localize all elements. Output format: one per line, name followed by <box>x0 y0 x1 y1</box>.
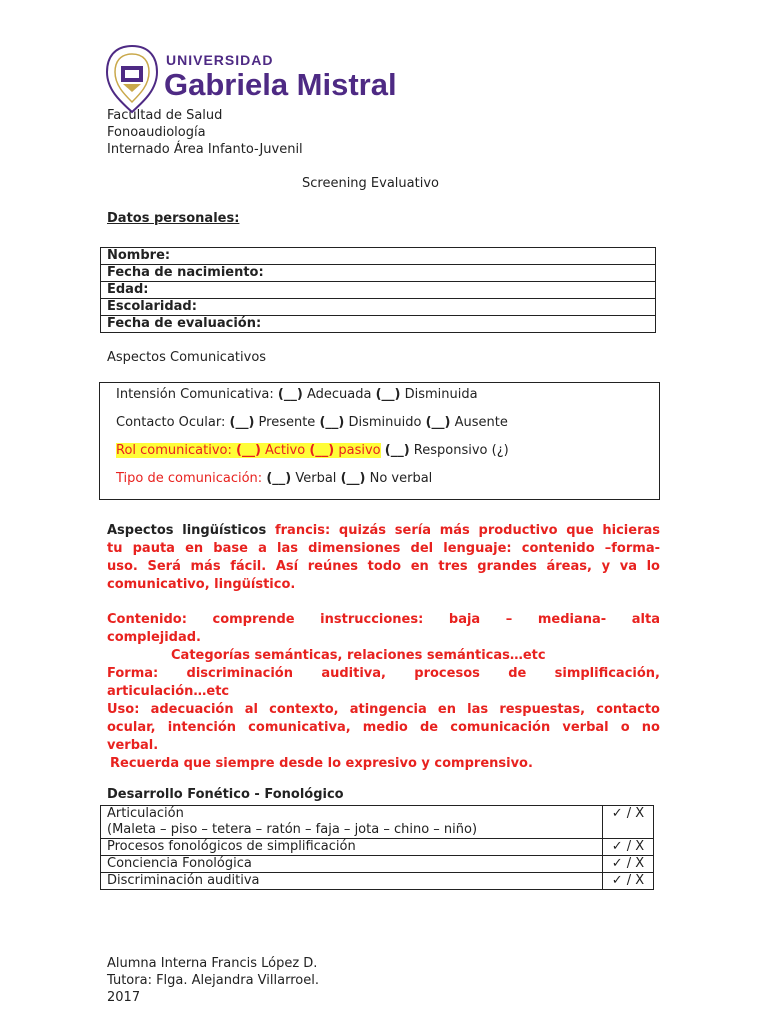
table-row <box>101 806 654 839</box>
intension-option-1[interactable]: (__) <box>277 387 303 402</box>
intension-option-2[interactable]: (__) <box>375 387 401 402</box>
contacto-label: Contacto Ocular: <box>116 415 226 430</box>
phonetic-table <box>100 805 654 890</box>
contacto-value-2: Disminuido <box>348 415 422 430</box>
footer-year: 2017 <box>107 990 141 1005</box>
linguistic-line-4: comunicativo, lingüístico. <box>107 577 296 592</box>
field-edad: Edad: <box>101 281 655 298</box>
personal-data-table <box>100 247 656 333</box>
line-contacto <box>116 415 508 431</box>
intension-label: Intensión Comunicativa: <box>116 387 274 402</box>
contacto-option-1[interactable]: (__) <box>229 415 255 430</box>
linguistic-line-1 <box>107 522 660 540</box>
field-fecha-nacimiento: Fecha de nacimiento: <box>101 264 655 281</box>
communicative-heading: Aspectos Comunicativos <box>107 350 267 365</box>
tipo-label: Tipo de comunicación: <box>116 471 263 486</box>
tipo-value-1: Verbal <box>295 471 337 486</box>
contacto-option-3[interactable]: (__) <box>425 415 451 430</box>
discriminacion-mark[interactable]: ✓ / X <box>603 873 654 890</box>
articulacion-words: (Maleta – piso – tetera – ratón – faja – jota – chino – niño) <box>107 822 478 837</box>
contenido-line-1: Contenido: comprende instrucciones: baja – mediana- alta <box>107 612 660 627</box>
university-seal-logo <box>105 44 159 118</box>
header-faculty: Facultad de Salud <box>107 108 223 123</box>
contenido-line-3: Categorías semánticas, relaciones semánticas…etc <box>171 648 546 663</box>
logo-text-universidad: UNIVERSIDAD <box>166 52 274 68</box>
intension-value-1: Adecuada <box>306 387 372 402</box>
uso-line-2: ocular, intención comunicativa, medio de comunicación verbal o no <box>107 720 660 735</box>
rol-option-2[interactable]: (__) <box>309 443 335 458</box>
footer-tutor: Tutora: Flga. Alejandra Villarroel. <box>107 973 319 988</box>
rol-value-3: Responsivo (¿) <box>413 443 509 458</box>
uso-line-3: verbal. <box>107 738 159 753</box>
forma-line-1: Forma: discriminación auditiva, procesos de simplificación, <box>107 666 660 681</box>
rol-label: Rol comunicativo: <box>116 443 232 458</box>
conciencia-mark[interactable]: ✓ / X <box>603 856 654 873</box>
dimensions-list <box>107 611 660 773</box>
linguistic-line-2: tu pauta en base a las dimensiones del lenguaje: contenido –forma- <box>107 541 660 556</box>
field-escolaridad: Escolaridad: <box>101 298 655 315</box>
personal-data-heading: Datos personales: <box>107 211 240 226</box>
tipo-option-2[interactable]: (__) <box>340 471 366 486</box>
table-row <box>101 873 654 890</box>
rol-option-1[interactable]: (__) <box>236 443 261 458</box>
field-fecha-evaluacion: Fecha de evaluación: <box>101 315 655 332</box>
line-tipo <box>116 471 432 487</box>
rol-option-3[interactable]: (__) <box>384 443 410 458</box>
table-row <box>101 856 654 873</box>
uso-line-1: Uso: adecuación al contexto, atingencia en las respuestas, contacto <box>107 702 660 717</box>
line-intension <box>116 387 478 403</box>
table-row <box>101 839 654 856</box>
procesos-label: Procesos fonológicos de simplificación <box>101 839 603 856</box>
header-area: Internado Área Infanto-Juvenil <box>107 142 303 157</box>
linguistic-text-1: francis: quizás sería más productivo que hicieras <box>274 523 660 538</box>
phonetic-heading: Desarrollo Fonético - Fonológico <box>107 787 344 802</box>
rol-value-2: pasivo <box>338 443 381 458</box>
tipo-value-2: No verbal <box>369 471 433 486</box>
contenido-line-2: complejidad. <box>107 630 201 645</box>
logo-text-name: Gabriela Mistral <box>164 67 397 102</box>
discriminacion-label: Discriminación auditiva <box>101 873 603 890</box>
row-articulacion <box>101 806 603 839</box>
procesos-mark[interactable]: ✓ / X <box>603 839 654 856</box>
field-nombre: Nombre: <box>107 248 171 263</box>
intension-value-2: Disminuida <box>404 387 478 402</box>
linguistic-heading: Aspectos lingüísticos <box>107 523 267 538</box>
articulacion-mark[interactable]: ✓ / X <box>603 806 654 839</box>
tipo-option-1[interactable]: (__) <box>266 471 292 486</box>
linguistic-line-3: uso. Será más fácil. Así reúnes todo en tres grandes áreas, y va lo <box>107 559 660 574</box>
line-rol <box>116 443 509 459</box>
contacto-value-1: Presente <box>258 415 316 430</box>
conciencia-label: Conciencia Fonológica <box>101 856 603 873</box>
articulacion-label: Articulación <box>107 806 184 821</box>
forma-line-2: articulación…etc <box>107 684 230 699</box>
communicative-box <box>99 382 660 500</box>
rol-value-1: Activo <box>265 443 306 458</box>
header-program: Fonoaudiología <box>107 125 206 140</box>
contacto-value-3: Ausente <box>454 415 508 430</box>
contacto-option-2[interactable]: (__) <box>319 415 345 430</box>
footer-student: Alumna Interna Francis López D. <box>107 956 318 971</box>
document-title: Screening Evaluativo <box>302 176 439 191</box>
recuerda-line: Recuerda que siempre desde lo expresivo y comprensivo. <box>110 756 533 771</box>
linguistic-comment <box>107 522 660 594</box>
